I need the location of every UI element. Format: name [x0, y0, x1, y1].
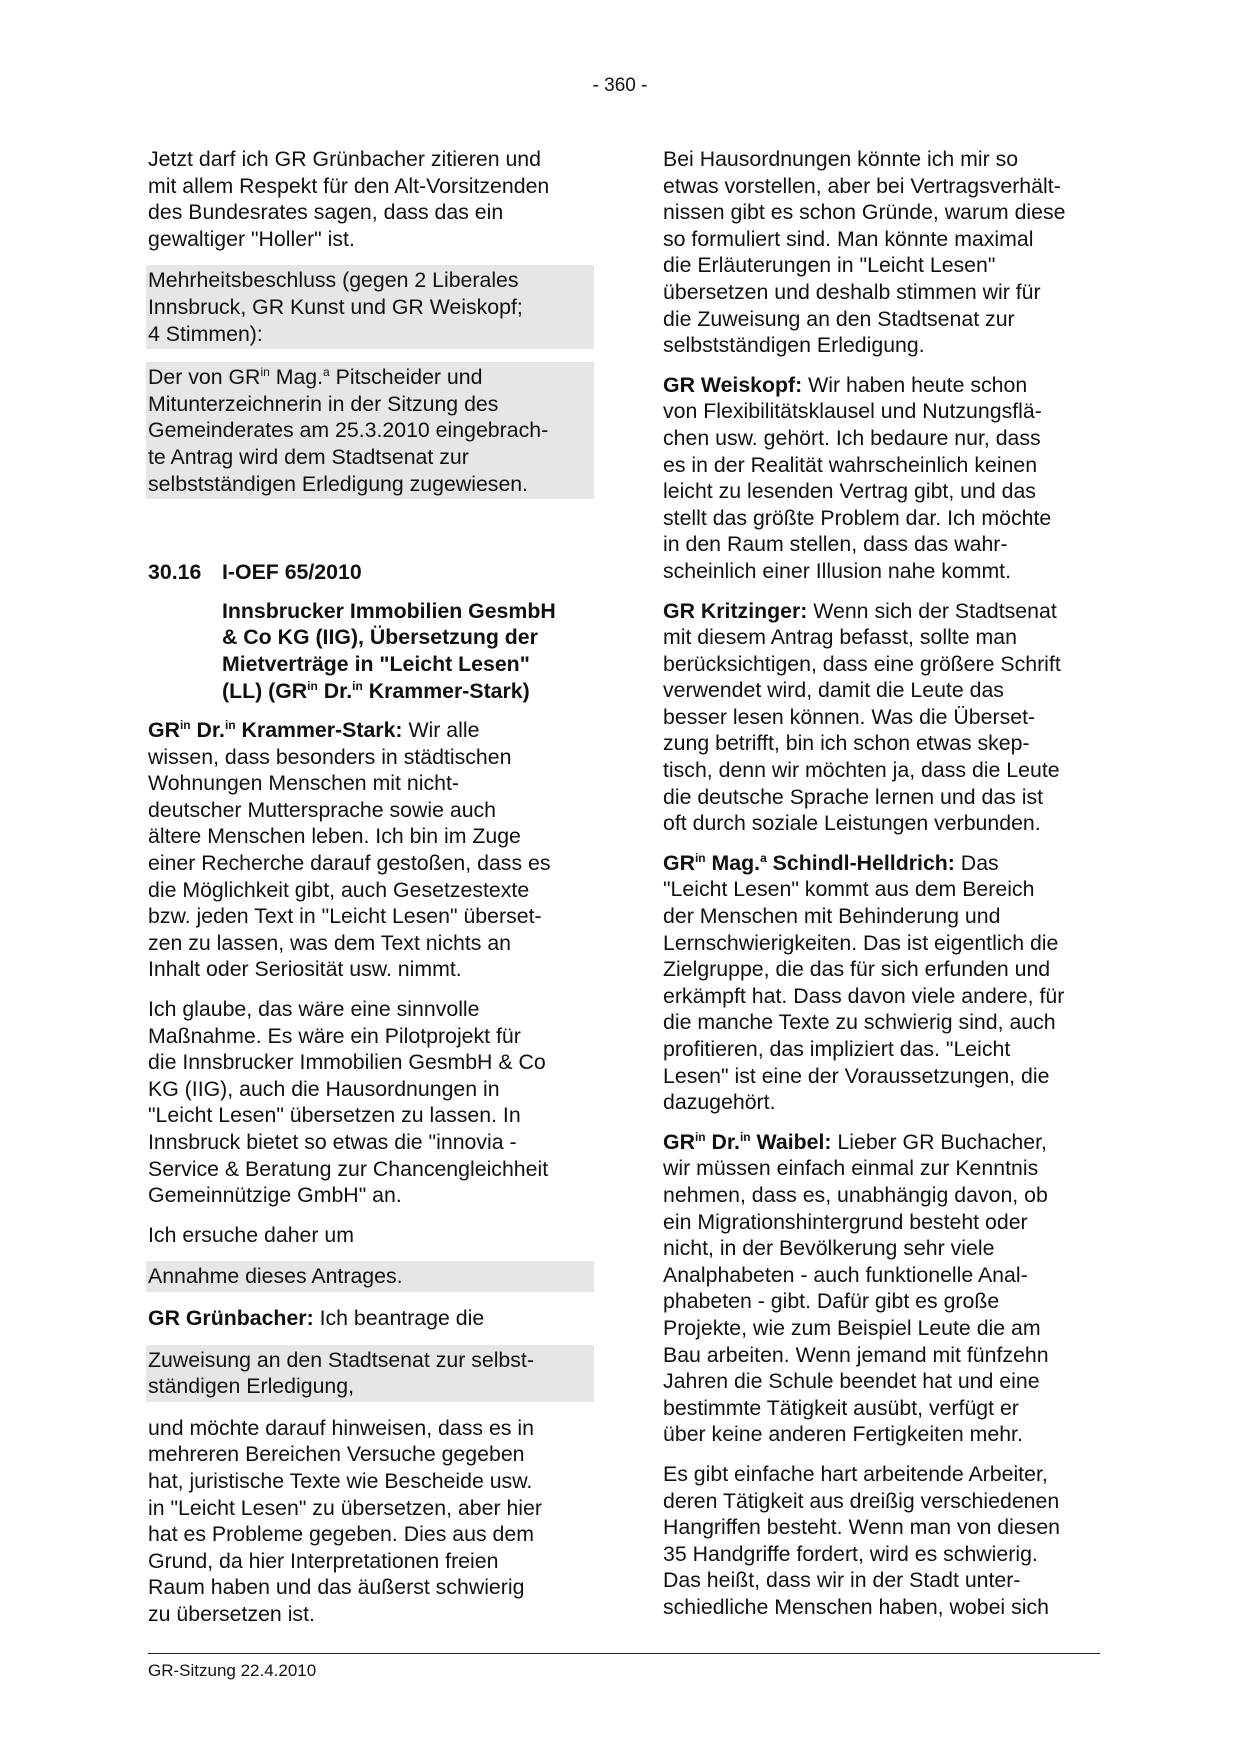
paragraph-pilot-project: Ich glaube, das wäre eine sinnvolle Maßnahme. Es wäre ein Pilotprojekt für die Innsbrucker Immobilien GesmbH & Co KG (IIG), auch die Hausordnungen in "Leicht Lesen" übersetzen zu lassen. In Innsbruck bietet so etwas die "innovia - Service & Beratung zur Chancengleichheit Gemeinnützige GmbH" an. [148, 997, 549, 1208]
vote-result: Mehrheitsbeschluss (gegen 2 Liberales Innsbruck, GR Kunst und GR Weiskopf; 4 Stimmen): [146, 265, 594, 349]
speaker-name: GR Grünbacher: [148, 1305, 314, 1330]
speech-weiskopf: GR Weiskopf: Wir haben heute schon von Flexibilitätsklausel und Nutzungsflä- chen usw. gehört. Ich bedaure nur, dass es in der Realität wahrscheinlich keinen leicht zu lesenden Vertrag gibt, und das stellt das größte Problem dar. Ich möchte in den Raum stellen, dass das wahr- scheinlich einer Illusion nahe kommt. [663, 372, 1052, 583]
speaker-name: $GR^{in}$ Dr.$^{in}$ Krammer-Stark: [148, 718, 403, 743]
speaker-name: $GR^{in}$ Dr.$^{in}$ Waibel: [663, 1129, 832, 1154]
agenda-item-number: 30.16 [148, 560, 202, 585]
speech-schindl-helldrich: $GR^{in}$ Mag.$^a$ Schindl-Helldrich: Das "Leicht Lesen" kommt aus dem Bereich der Menschen mit Behinderung und Lernschwierigkeiten. Das ist eigentlich die Zielgruppe, die das für sich erfunden und erkämpft hat. Dass davon viele andere, für die manche Texte zu schwierig sind, auch profitieren, das impliziert das. "Leicht Lesen" ist eine der Voraussetzungen, die dazugehört. [663, 850, 1065, 1115]
paragraph-house-rules: Bei Hausordnungen könnte ich mir so etwas vorstellen, aber bei Vertragsverhält- nissen gibt es schon Gründe, warum diese so formuliert sind. Man könnte maximal die Erläuterungen in "Leicht Lesen" übersetzen und deshalb stimmen wir für die Zuweisung an den Stadtsenat zur selbstständigen Erledigung. [663, 147, 1066, 358]
speech-waibel: $GR^{in}$ Dr.$^{in}$ Waibel: Lieber GR Buchacher, wir müssen einfach einmal zur Kenntnis nehmen, dass es, unabhängig davon, ob ein Migrationshintergrund besteht oder nicht, in der Bevölkerung sehr viele Analphabeten - auch funktionelle Anal- phabeten - gibt. Dafür gibt es große Projekte, wie zum Beispiel Leute die am Bau arbeiten. Wenn jemand mit fünfzehn Jahren die Schule beendet hat und eine bestimmte Tätigkeit ausübt, verfügt er über keine anderen Fertigkeiten mehr. [663, 1129, 1049, 1447]
speaker-name: $GR^{in}$ Mag.$^a$ Schindl-Helldrich: [663, 850, 955, 875]
speaker-name: GR Weiskopf: [663, 372, 803, 397]
paragraph-gruenbacher-quote: Jetzt darf ich GR Grünbacher zitieren und mit allem Respekt für den Alt-Vorsitzenden des Bundesrates sagen, dass das ein gewaltiger "Holler" ist. [148, 147, 550, 251]
resolution-text: Der von $GR^{in}$ Mag.$^a$ Pitscheider und Mitunterzeichnerin in der Sitzung des Gemeinderates am 25.3.2010 eingebrach- te Antrag wird dem Stadtsenat zur selbstständigen Erledigung zugewiesen. [146, 362, 594, 499]
speaker-name: GR Kritzinger: [663, 598, 808, 623]
motion-acceptance: Annahme dieses Antrages. [146, 1261, 594, 1292]
paragraph-request: Ich ersuche daher um [148, 1222, 354, 1247]
paragraph-legal-texts: und möchte darauf hinweisen, dass es in mehreren Bereichen Versuche gegeben hat, juristische Texte wie Bescheide usw. in "Leicht Lesen" zu übersetzen, aber hier hat es Probleme gegeben. Dies aus dem Grund, da hier Interpretationen freien Raum haben und das äußerst schwierig zu übersetzen ist. [148, 1415, 542, 1626]
page-number: - 360 - [592, 75, 648, 96]
left-column [148, 146, 588, 1641]
agenda-item-title: Innsbrucker Immobilien GesmbH & Co KG (IIG), Übersetzung der Mietverträge in "Leicht Lesen" (LL) ($GR^{in}$ Dr.$^{in}$ Krammer-Stark) [222, 598, 556, 703]
speech-krammer-stark: $GR^{in}$ Dr.$^{in}$ Krammer-Stark: Wir alle wissen, dass besonders in städtischen Wohnungen Menschen mit nicht- deutscher Muttersprache sowie auch ältere Menschen leben. Ich bin im Zuge einer Recherche darauf gestoßen, dass es die Möglichkeit gibt, auch Gesetzestexte bzw. jeden Text in "Leicht Lesen" überset- zen zu lassen, was dem Text nichts an Inhalt oder Seriosität usw. nimmt. [148, 718, 551, 982]
footer-session-date: GR-Sitzung 22.4.2010 [148, 1661, 317, 1680]
right-column [663, 146, 1113, 1633]
paragraph-workers: Es gibt einfache hart arbeitende Arbeiter, deren Tätigkeit aus dreißig verschiedenen Hangriffen besteht. Wenn man von diesen 35 Handgriffe fordert, wird es schwierig. Das heißt, dass wir in der Stadt unter- schiedliche Menschen haben, wobei sich [663, 1461, 1061, 1619]
agenda-item-heading [148, 559, 588, 704]
agenda-item-code: I-OEF 65/2010 [222, 560, 362, 585]
speech-kritzinger: GR Kritzinger: Wenn sich der Stadtsenat mit diesem Antrag befasst, sollte man berücksichtigen, dass eine größere Schrift verwendet wird, damit die Leute das besser lesen können. Was die Überset- zung betrifft, bin ich schon etwas skep- tisch, denn wir möchten ja, dass die Leute die deutsche Sprache lernen und das ist oft durch soziale Leistungen verbunden. [663, 598, 1061, 836]
footer-divider [148, 1653, 1100, 1654]
speech-gruenbacher: GR Grünbacher: Ich beantrage die [148, 1305, 485, 1330]
motion-assignment: Zuweisung an den Stadtsenat zur selbst- ständigen Erledigung, [146, 1345, 594, 1402]
